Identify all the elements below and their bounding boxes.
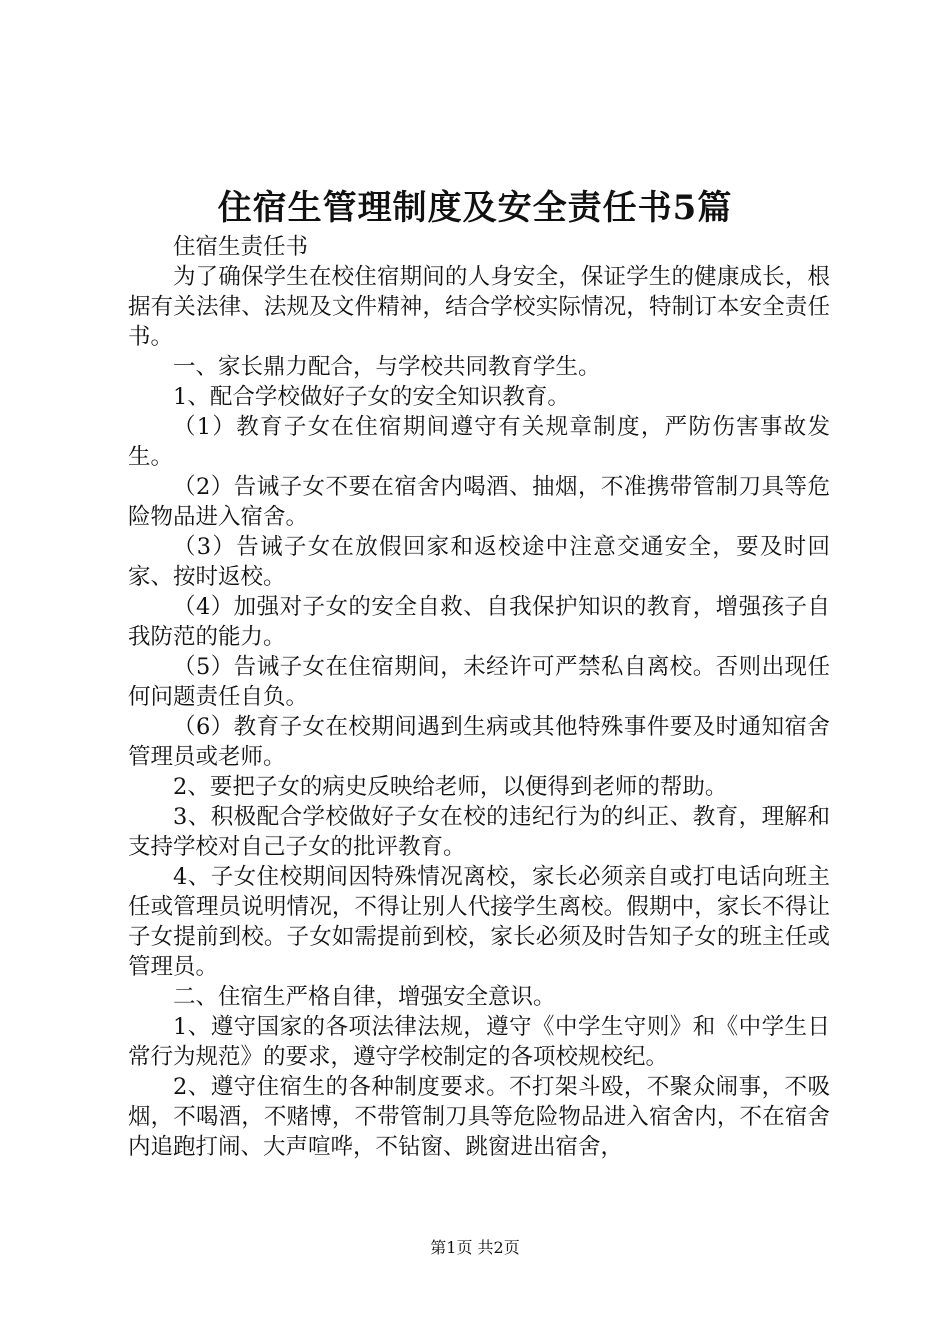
document-body	[128, 232, 830, 1162]
paragraph: 2、要把子女的病史反映给老师，以便得到老师的帮助。	[173, 774, 728, 800]
paragraph: 1、遵守国家的各项法律法规，遵守《中学生守则》和《中学生日常行为规范》的要求，遵守学校制定的各项校规校纪。	[128, 1014, 830, 1070]
paragraph: 4、子女住校期间因特殊情况离校，家长必须亲自或打电话向班主任或管理员说明情况，不得让别人代接学生离校。假期中，家长不得让子女提前到校。子女如需提前到校，家长必须及时告知子女的班主任或管理员。	[128, 864, 830, 980]
paragraph: （5）告诫子女在住宿期间，未经许可严禁私自离校。否则出现任何问题责任自负。	[128, 654, 830, 710]
paragraph: 一、家长鼎力配合，与学校共同教育学生。	[173, 354, 601, 380]
page-number-footer: 第1页 共2页	[430, 1238, 520, 1257]
paragraph: 2、遵守住宿生的各种制度要求。不打架斗殴，不聚众闹事，不吸烟，不喝酒，不赌博，不带管制刀具等危险物品进入宿舍内，不在宿舍内追跑打闹、大声喧哗，不钻窗、跳窗进出宿舍，	[128, 1074, 830, 1160]
paragraph: （1）教育子女在住宿期间遵守有关规章制度，严防伤害事故发生。	[128, 414, 830, 470]
paragraph: 1、配合学校做好子女的安全知识教育。	[173, 384, 570, 410]
document-title: 住宿生管理制度及安全责任书5篇	[217, 188, 733, 228]
paragraph: （4）加强对子女的安全自救、自我保护知识的教育，增强孩子自我防范的能力。	[128, 594, 830, 650]
paragraph: （3）告诫子女在放假回家和返校途中注意交通安全，要及时回家、按时返校。	[128, 534, 830, 590]
paragraph: 住宿生责任书	[173, 234, 309, 260]
paragraph: （6）教育子女在校期间遇到生病或其他特殊事件要及时通知宿舍管理员或老师。	[128, 714, 830, 770]
paragraph: 为了确保学生在校住宿期间的人身安全，保证学生的健康成长，根据有关法律、法规及文件精神，结合学校实际情况，特制订本安全责任书。	[128, 264, 830, 350]
paragraph: 二、住宿生严格自律，增强安全意识。	[173, 984, 556, 1010]
paragraph: 3、积极配合学校做好子女在校的违纪行为的纠正、教育，理解和支持学校对自己子女的批评教育。	[128, 804, 830, 860]
paragraph: （2）告诫子女不要在宿舍内喝酒、抽烟，不准携带管制刀具等危险物品进入宿舍。	[128, 474, 830, 530]
